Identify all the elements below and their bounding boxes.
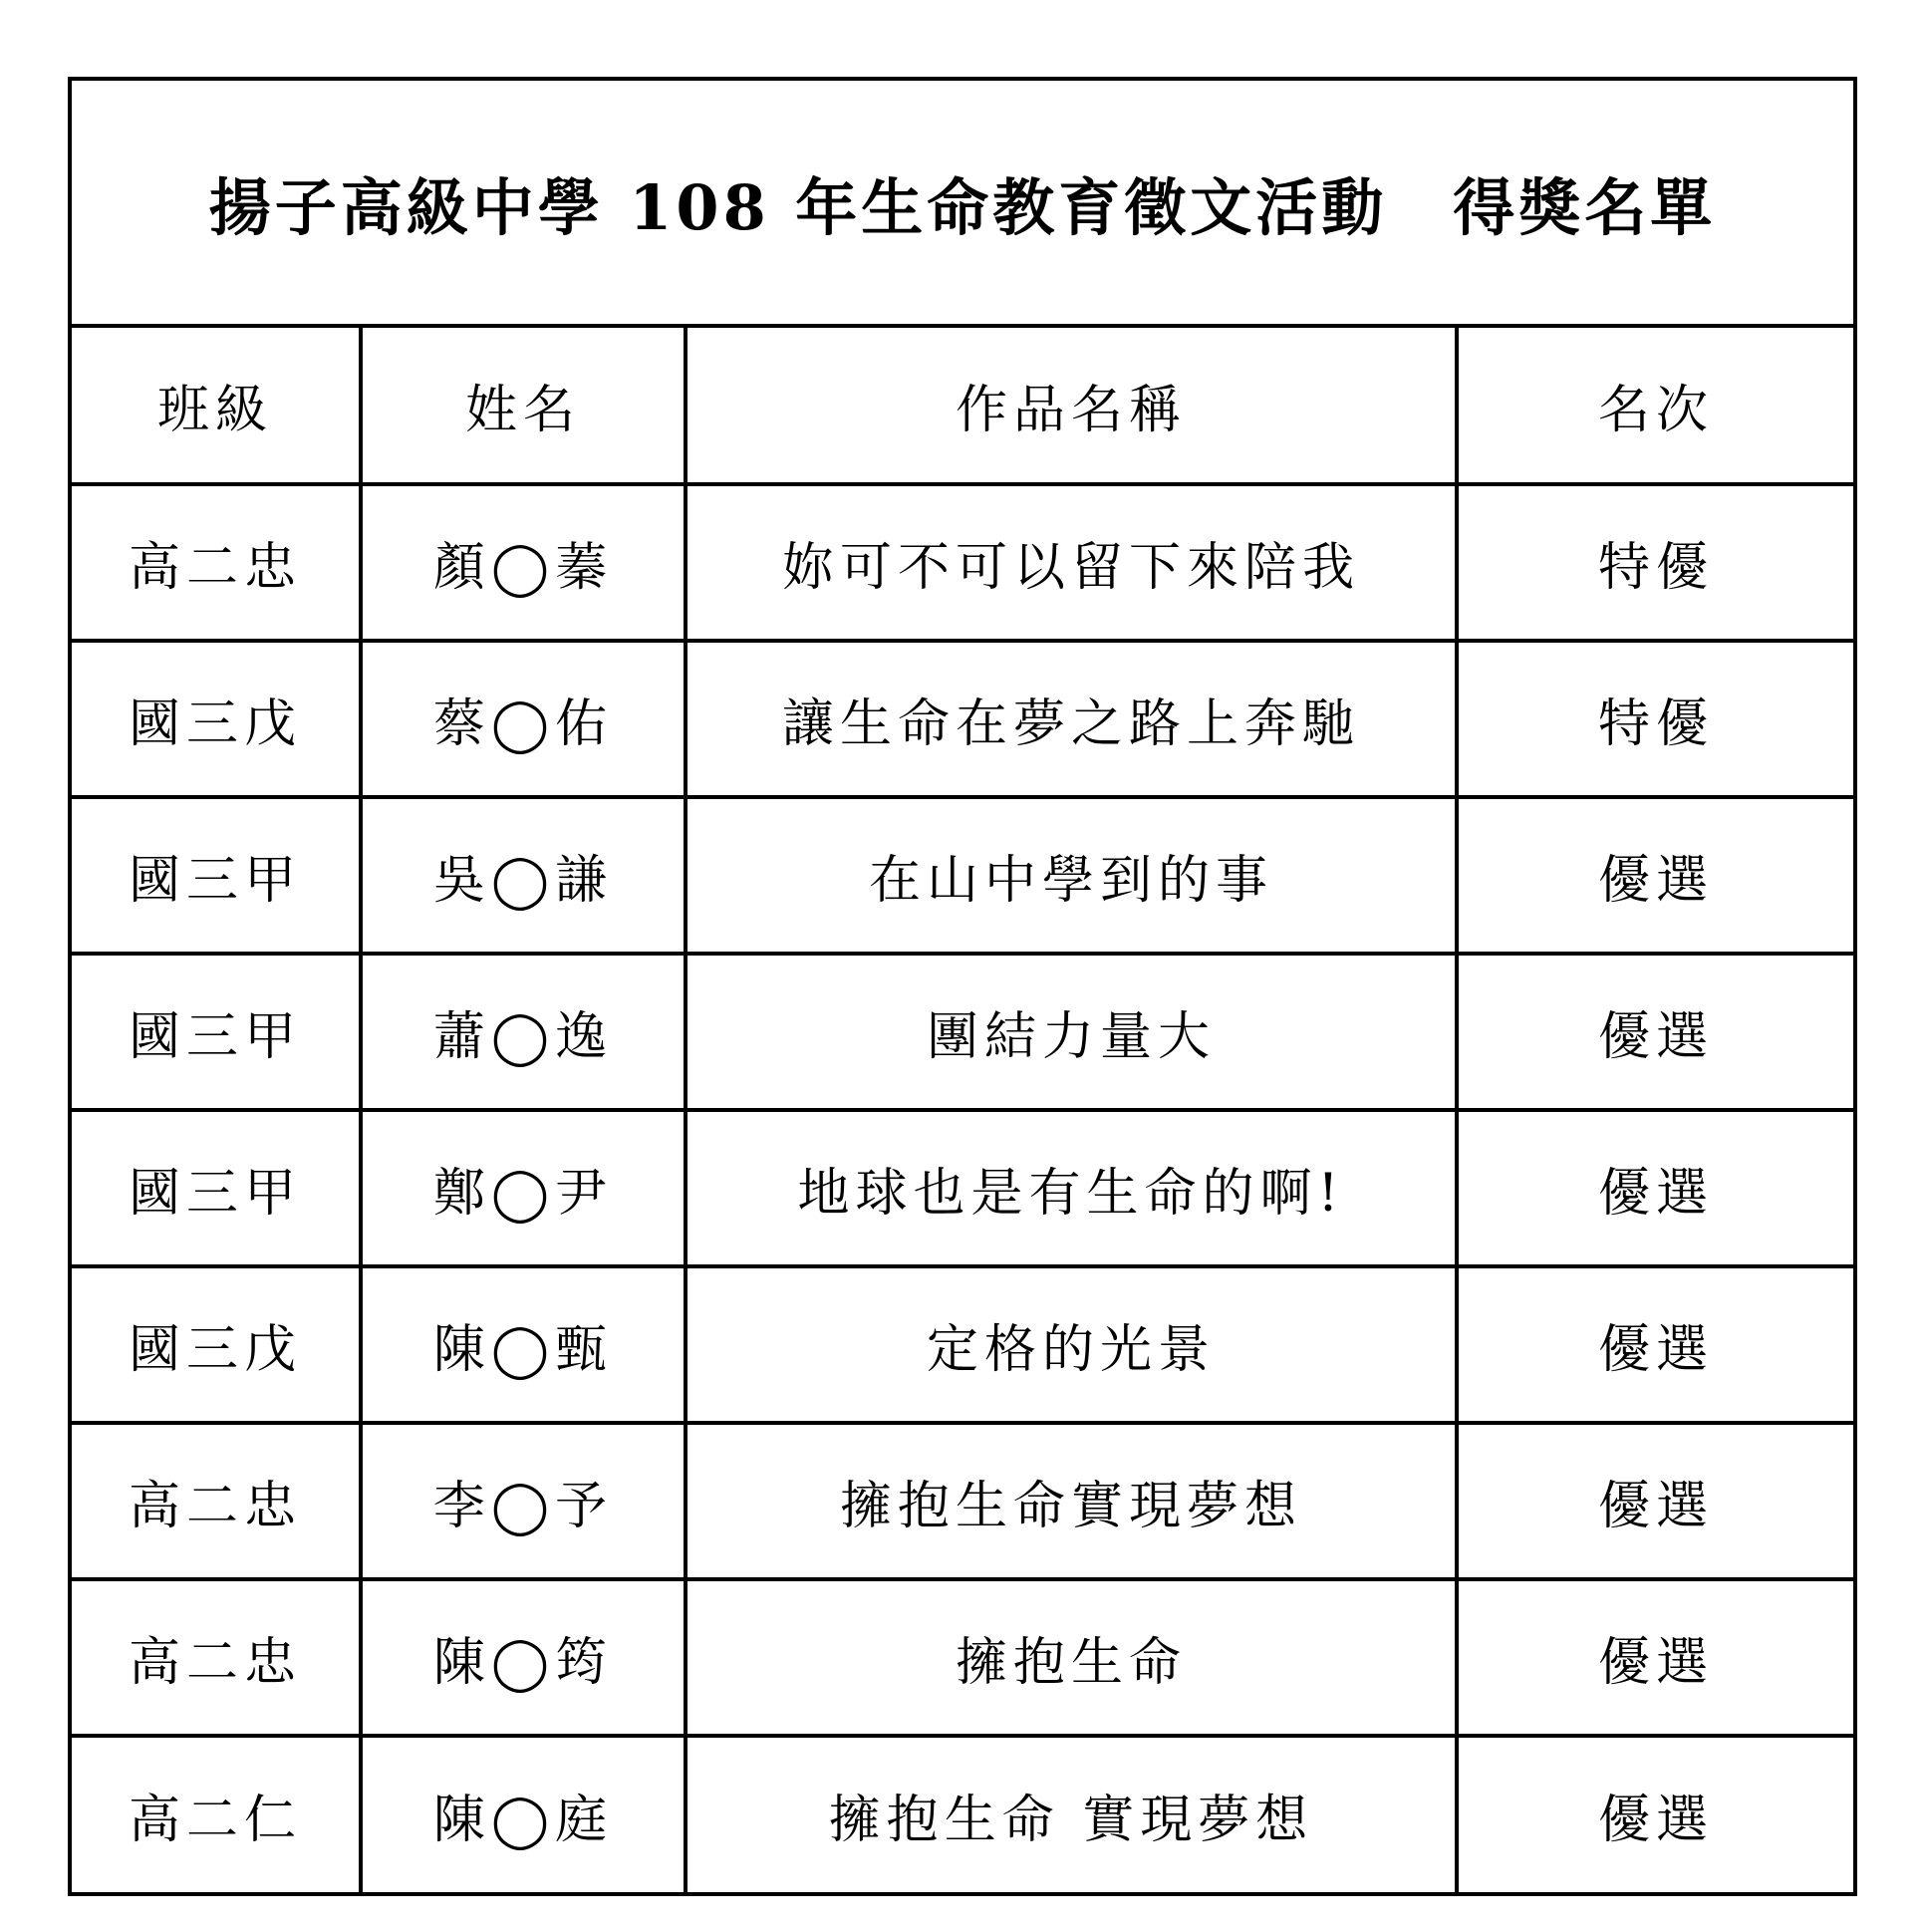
document-title: 揚子高級中學 108 年生命教育徵文活動 得獎名單: [208, 170, 1717, 244]
class-cell: 國三戊: [72, 641, 361, 797]
award-table: [72, 328, 1853, 1892]
class-cell: 國三甲: [72, 954, 361, 1110]
class-cell: 高二仁: [72, 1736, 361, 1892]
class-cell: 高二忠: [72, 484, 361, 641]
table-row: [72, 641, 1853, 797]
name-cell: 陳◯甄: [361, 1266, 686, 1423]
class-cell: 國三甲: [72, 797, 361, 954]
table-row: [72, 1736, 1853, 1892]
work-cell: 擁抱生命 實現夢想: [686, 1736, 1457, 1892]
work-cell: 定格的光景: [686, 1266, 1457, 1423]
class-cell: 國三甲: [72, 1110, 361, 1266]
rank-cell: 優選: [1457, 954, 1853, 1110]
rank-cell: 優選: [1457, 1110, 1853, 1266]
name-cell: 李◯予: [361, 1423, 686, 1579]
class-cell: 高二忠: [72, 1423, 361, 1579]
table-row: [72, 954, 1853, 1110]
name-cell: 吳◯謙: [361, 797, 686, 954]
header-work: 作品名稱: [686, 328, 1457, 484]
name-cell: 鄭◯尹: [361, 1110, 686, 1266]
name-cell: 陳◯庭: [361, 1736, 686, 1892]
name-cell: 蕭◯逸: [361, 954, 686, 1110]
work-cell: 團結力量大: [686, 954, 1457, 1110]
header-name: 姓名: [361, 328, 686, 484]
class-cell: 國三戊: [72, 1266, 361, 1423]
name-cell: 顏◯蓁: [361, 484, 686, 641]
award-list-sheet: [68, 77, 1857, 1896]
header-class: 班級: [72, 328, 361, 484]
header-rank: 名次: [1457, 328, 1853, 484]
rank-cell: 優選: [1457, 1736, 1853, 1892]
rank-cell: 特優: [1457, 484, 1853, 641]
table-row: [72, 1110, 1853, 1266]
table-row: [72, 1579, 1853, 1736]
rank-cell: 優選: [1457, 1579, 1853, 1736]
class-cell: 高二忠: [72, 1579, 361, 1736]
table-row: [72, 1266, 1853, 1423]
name-cell: 陳◯筠: [361, 1579, 686, 1736]
rank-cell: 特優: [1457, 641, 1853, 797]
table-row: [72, 1423, 1853, 1579]
rank-cell: 優選: [1457, 1423, 1853, 1579]
rank-cell: 優選: [1457, 1266, 1853, 1423]
work-cell: 在山中學到的事: [686, 797, 1457, 954]
table-row: [72, 797, 1853, 954]
work-cell: 擁抱生命: [686, 1579, 1457, 1736]
table-row: [72, 484, 1853, 641]
work-cell: 讓生命在夢之路上奔馳: [686, 641, 1457, 797]
work-cell: 地球也是有生命的啊!: [686, 1110, 1457, 1266]
work-cell: 擁抱生命實現夢想: [686, 1423, 1457, 1579]
name-cell: 蔡◯佑: [361, 641, 686, 797]
title-row: [72, 81, 1853, 328]
header-row: [72, 328, 1853, 484]
work-cell: 妳可不可以留下來陪我: [686, 484, 1457, 641]
rank-cell: 優選: [1457, 797, 1853, 954]
